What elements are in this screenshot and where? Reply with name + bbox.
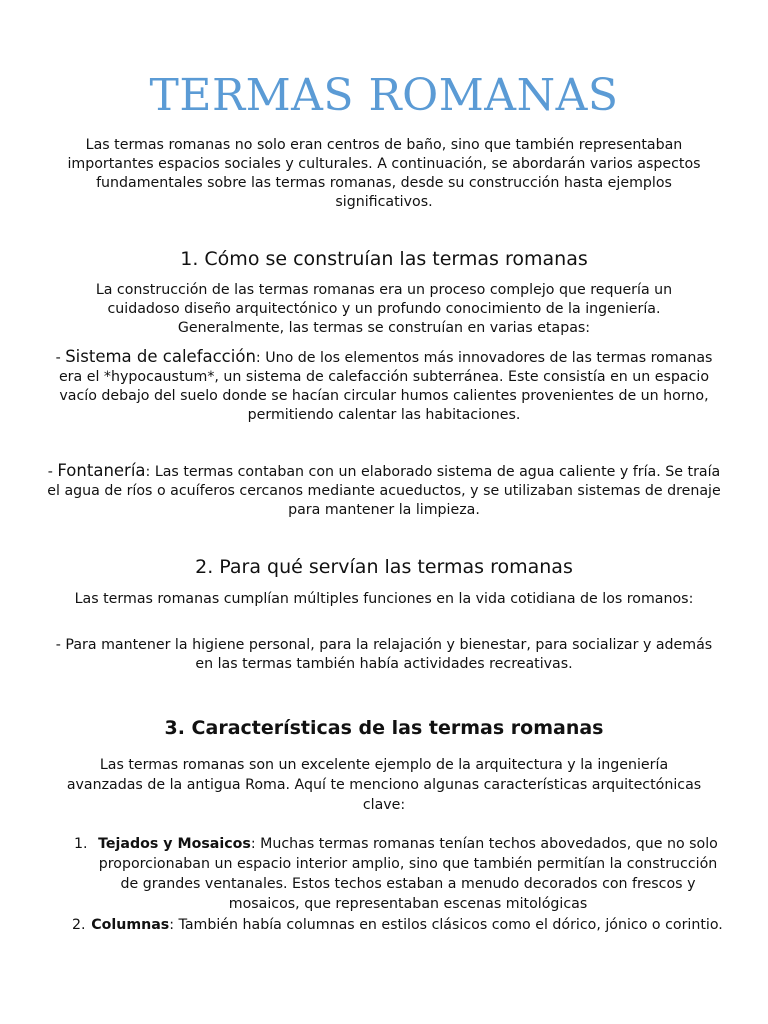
item-prefix: - <box>47 464 58 480</box>
section-3-heading: 3. Características de las termas romanas <box>164 717 604 739</box>
item-text-plumbing: : Las termas contaban con un elaborado sistema de agua caliente y fría. Se traía el agua de ríos o acuíferos cercanos mediante acueductos, y se utilizaban sistemas de drenaje para mantener la limpieza. <box>47 464 721 518</box>
section-1-heading: 1. Cómo se construían las termas romanas <box>180 248 588 270</box>
list-number: 1. <box>74 836 88 852</box>
document-title: TERMAS ROMANAS <box>149 70 619 121</box>
section-2-item: - Para mantener la higiene personal, para la relajación y bienestar, para socializar y además en las termas también había actividades recreativas. <box>55 637 713 672</box>
section-1-item-plumbing <box>44 461 724 520</box>
section-2-intro: Las termas romanas cumplían múltiples funciones en la vida cotidiana de los romanos: <box>74 591 694 607</box>
list-number: 2. <box>72 917 86 933</box>
list-item-term: Tejados y Mosaicos <box>98 836 251 852</box>
section-1-intro: La construcción de las termas romanas era un proceso complejo que requería un cuidadoso diseño arquitectónico y un profundo conocimiento de la ingeniería. Generalmente, las termas se construían en varias etapas: <box>95 282 673 336</box>
item-term-plumbing: Fontanería <box>57 461 146 480</box>
list-item-roofs <box>96 834 720 914</box>
list-item-term: Columnas <box>91 917 170 933</box>
list-item-text: : Muchas termas romanas tenían techos abovedados, que no solo proporcionaban un espacio interior amplio, sino que también permitían la construcción de grandes ventanales. Estos techos estaban a menudo decorados con frescos y mosaicos, que representaban escenas mitológicas <box>98 836 718 912</box>
intro-paragraph: Las termas romanas no solo eran centros de baño, sino que también representaban importantes espacios sociales y culturales. A continuación, se abordarán varios aspectos fundamentales sobre las termas romanas, desde su construcción hasta ejemplos significativos. <box>67 137 701 210</box>
list-item-text: : También había columnas en estilos clásicos como el dórico, jónico o corintio. <box>169 917 723 933</box>
section-1-item-heating <box>44 347 724 425</box>
item-prefix: - <box>55 350 66 366</box>
section-2-heading: 2. Para qué servían las termas romanas <box>195 556 573 578</box>
list-item-columns <box>90 915 724 935</box>
section-3-intro: Las termas romanas son un excelente ejemplo de la arquitectura y la ingeniería avanzadas de la antigua Roma. Aquí te menciono algunas características arquitectónicas clave: <box>66 757 702 813</box>
item-text-heating: : Uno de los elementos más innovadores de las termas romanas era el *hypocaustum*, un sistema de calefacción subterránea. Este consistía en un espacio vacío debajo del suelo donde se hacían circular humos calientes provenientes de un horno, permitiendo calentar las habitaciones. <box>58 350 713 423</box>
item-term-heating: Sistema de calefacción <box>65 347 256 366</box>
